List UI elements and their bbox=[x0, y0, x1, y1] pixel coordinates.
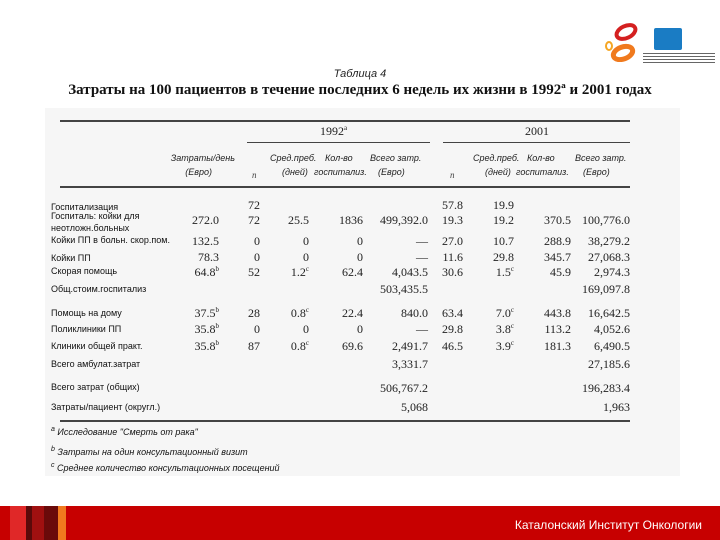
row-label: Койки ПП bbox=[51, 253, 91, 263]
row-label: неотложн.больных bbox=[51, 223, 130, 233]
table-cell: 443.8 bbox=[544, 306, 571, 320]
table-cell: 1,963 bbox=[603, 400, 630, 414]
row-label: Поликлиники ПП bbox=[51, 324, 122, 334]
table-cell: 16,642.5 bbox=[588, 306, 630, 320]
row-label: Затраты/пациент (округл.) bbox=[51, 402, 161, 412]
table-cell: 27,068.3 bbox=[588, 250, 630, 264]
table-cell: — bbox=[416, 322, 428, 336]
cell-value: 3.9 bbox=[495, 339, 511, 353]
table-cell: 0 bbox=[254, 250, 260, 264]
table-cell: 345.7 bbox=[544, 250, 571, 264]
table-cell: — bbox=[416, 250, 428, 264]
table-cell: 499,392.0 bbox=[380, 213, 428, 227]
table-cell bbox=[249, 306, 309, 321]
table-cell: 52 bbox=[248, 265, 260, 279]
table-cell: 2,491.7 bbox=[392, 339, 428, 353]
cost-per-day-header: Затраты/день bbox=[170, 153, 235, 163]
footnote-mark: c bbox=[510, 339, 514, 347]
avg-stay-header-0: Сред.преб. bbox=[270, 153, 317, 163]
table-cell: 19.9 bbox=[493, 198, 514, 212]
table-cell: 370.5 bbox=[544, 213, 571, 227]
table-cell: 1836 bbox=[339, 213, 363, 227]
cell-value: 37.5 bbox=[194, 306, 216, 320]
who-logo bbox=[654, 28, 682, 50]
table-cell: 0 bbox=[303, 322, 309, 336]
row-label: Общ.стоим.госпитализ bbox=[51, 284, 147, 294]
count-unit-0: госпитализ. bbox=[314, 167, 367, 177]
table-cell: 87 bbox=[248, 339, 260, 353]
avg-stay-unit-0: (дней) bbox=[282, 167, 308, 177]
footnote-mark: b bbox=[215, 322, 219, 330]
footnote-mark: b bbox=[51, 446, 55, 453]
avg-stay-header-1: Сред.преб. bbox=[473, 153, 520, 163]
cell-value: 35.8 bbox=[194, 339, 216, 353]
table-cell: 57.8 bbox=[442, 198, 463, 212]
cell-value: 64.8 bbox=[194, 265, 216, 279]
footnote-mark: c bbox=[305, 339, 309, 347]
table-cell: 113.2 bbox=[544, 322, 571, 336]
table-cell: 72 bbox=[248, 213, 260, 227]
footnote-mark: c bbox=[305, 306, 309, 314]
table-cell: 38,279.2 bbox=[588, 234, 630, 248]
table-cell: 28 bbox=[248, 306, 260, 320]
table-bottom-rule bbox=[60, 420, 630, 422]
table-cell: 100,776.0 bbox=[582, 213, 630, 227]
avg-stay-unit-1: (дней) bbox=[485, 167, 511, 177]
footnote-text: Исследование "Смерть от рака" bbox=[57, 427, 198, 437]
table-cell: 5,068 bbox=[401, 400, 428, 414]
table-cell: 0 bbox=[357, 322, 363, 336]
table-cell: 30.6 bbox=[442, 265, 463, 279]
footnote-mark: c bbox=[51, 462, 55, 469]
table-cell: 840.0 bbox=[401, 306, 428, 320]
table-cell: 27.0 bbox=[442, 234, 463, 248]
cell-value: 7.0 bbox=[495, 306, 511, 320]
table-cell: 0 bbox=[254, 234, 260, 248]
row-label: Клиники общей практ. bbox=[51, 341, 143, 351]
table-cell: 19.3 bbox=[442, 213, 463, 227]
table-cell: 132.5 bbox=[192, 234, 219, 248]
footnote-text: Среднее количество консультационных посещений bbox=[57, 463, 280, 473]
footnote bbox=[51, 462, 280, 473]
total-unit-1: (Евро) bbox=[583, 167, 610, 177]
row-label: Койки ПП в больн. скор.пом. bbox=[51, 235, 170, 245]
table-cell: 45.9 bbox=[550, 265, 571, 279]
table-cell: 25.5 bbox=[288, 213, 309, 227]
row-label: Скорая помощь bbox=[51, 266, 118, 276]
table-cell: 27,185.6 bbox=[588, 357, 630, 371]
table-cell: 4,043.5 bbox=[392, 265, 428, 279]
row-label: Всего затрат (общих) bbox=[51, 382, 140, 392]
table-cell: 4,052.6 bbox=[594, 322, 630, 336]
table-cell: 503,435.5 bbox=[380, 282, 428, 296]
table-cell: 272.0 bbox=[192, 213, 219, 227]
table-cell: 181.3 bbox=[544, 339, 571, 353]
table-cell: 10.7 bbox=[493, 234, 514, 248]
table-cell: 11.6 bbox=[442, 250, 463, 264]
slide-title: Затраты на 100 пациентов в течение последних 6 недель их жизни в 1992ª и 2001 годах bbox=[68, 82, 652, 98]
footer-institute-name: Каталонский Институт Онкологии bbox=[514, 518, 702, 532]
who-logo-text bbox=[643, 52, 715, 64]
cell-value: 0.8 bbox=[290, 339, 306, 353]
table-cell: 169,097.8 bbox=[582, 282, 630, 296]
row-label: Помощь на дому bbox=[51, 308, 122, 318]
table-cell: 288.9 bbox=[544, 234, 571, 248]
year-2001-header: 2001 bbox=[525, 124, 549, 138]
table-cell: 29.8 bbox=[493, 250, 514, 264]
cell-value: 3.8 bbox=[495, 322, 511, 336]
table-caption: Таблица 4 bbox=[333, 68, 387, 80]
table-top-rule bbox=[60, 120, 630, 122]
institute-logo bbox=[604, 22, 638, 62]
cost-per-day-unit: (Евро) bbox=[185, 167, 212, 177]
table-cell: 62.4 bbox=[342, 265, 363, 279]
year-1992-label: 1992 bbox=[320, 124, 344, 138]
table-cell: 0 bbox=[357, 234, 363, 248]
table-cell: 29.8 bbox=[442, 322, 463, 336]
table-cell: 19.2 bbox=[493, 213, 514, 227]
footnote bbox=[51, 446, 248, 457]
footnote-mark: c bbox=[510, 322, 514, 330]
footnote-mark: b bbox=[215, 339, 219, 347]
year-1992-header bbox=[320, 124, 347, 139]
footer-bar bbox=[0, 506, 720, 540]
year-1992-footnote-mark: a bbox=[344, 124, 348, 132]
table-cell bbox=[454, 265, 514, 280]
table-cell: 0 bbox=[357, 250, 363, 264]
count-header-0: Кол-во bbox=[325, 153, 353, 163]
footnote-mark: b bbox=[215, 265, 219, 273]
table-cell bbox=[249, 339, 309, 354]
cell-value: 35.8 bbox=[194, 322, 216, 336]
row-label: Госпиталь: койки для bbox=[51, 211, 140, 221]
total-header-1: Всего затр. bbox=[575, 153, 627, 163]
total-header-0: Всего затр. bbox=[370, 153, 422, 163]
table-cell: 78.3 bbox=[198, 250, 219, 264]
table-cell bbox=[454, 306, 514, 321]
table-cell: — bbox=[416, 234, 428, 248]
footnote-mark: c bbox=[510, 306, 514, 314]
cell-value: 1.2 bbox=[290, 265, 306, 279]
table-cell bbox=[249, 265, 309, 280]
cell-value: 1.5 bbox=[495, 265, 511, 279]
footnote-mark: c bbox=[305, 265, 309, 273]
table-cell bbox=[454, 322, 514, 337]
count-header-1: Кол-во bbox=[527, 153, 555, 163]
table-cell: 0 bbox=[303, 234, 309, 248]
table-cell: 196,283.4 bbox=[582, 381, 630, 395]
table-cell: 72 bbox=[248, 198, 260, 212]
n-header-0: n bbox=[252, 170, 257, 180]
table-cell: 0 bbox=[303, 250, 309, 264]
footnote bbox=[51, 426, 198, 437]
table-cell: 3,331.7 bbox=[392, 357, 428, 371]
table-cell: 46.5 bbox=[442, 339, 463, 353]
table-cell: 63.4 bbox=[442, 306, 463, 320]
year1-rule bbox=[247, 142, 430, 143]
row-label: Госпитализация bbox=[51, 202, 119, 212]
table-cell: 69.6 bbox=[342, 339, 363, 353]
n-header-1: n bbox=[450, 170, 455, 180]
count-unit-1: госпитализ. bbox=[516, 167, 569, 177]
year2-rule bbox=[443, 142, 630, 143]
footnote-text: Затраты на один консультационный визит bbox=[57, 447, 248, 457]
table-cell: 506,767.2 bbox=[380, 381, 428, 395]
table-cell bbox=[454, 339, 514, 354]
total-unit-0: (Евро) bbox=[378, 167, 405, 177]
header-bottom-rule bbox=[60, 186, 630, 188]
table-cell: 0 bbox=[254, 322, 260, 336]
cell-value: 0.8 bbox=[290, 306, 306, 320]
footnote-mark: c bbox=[510, 265, 514, 273]
footnote-mark: a bbox=[51, 426, 55, 433]
footnote-mark: b bbox=[215, 306, 219, 314]
table-cell: 6,490.5 bbox=[594, 339, 630, 353]
row-label: Всего амбулат.затрат bbox=[51, 359, 141, 369]
table-cell: 2,974.3 bbox=[594, 265, 630, 279]
table-cell: 22.4 bbox=[342, 306, 363, 320]
